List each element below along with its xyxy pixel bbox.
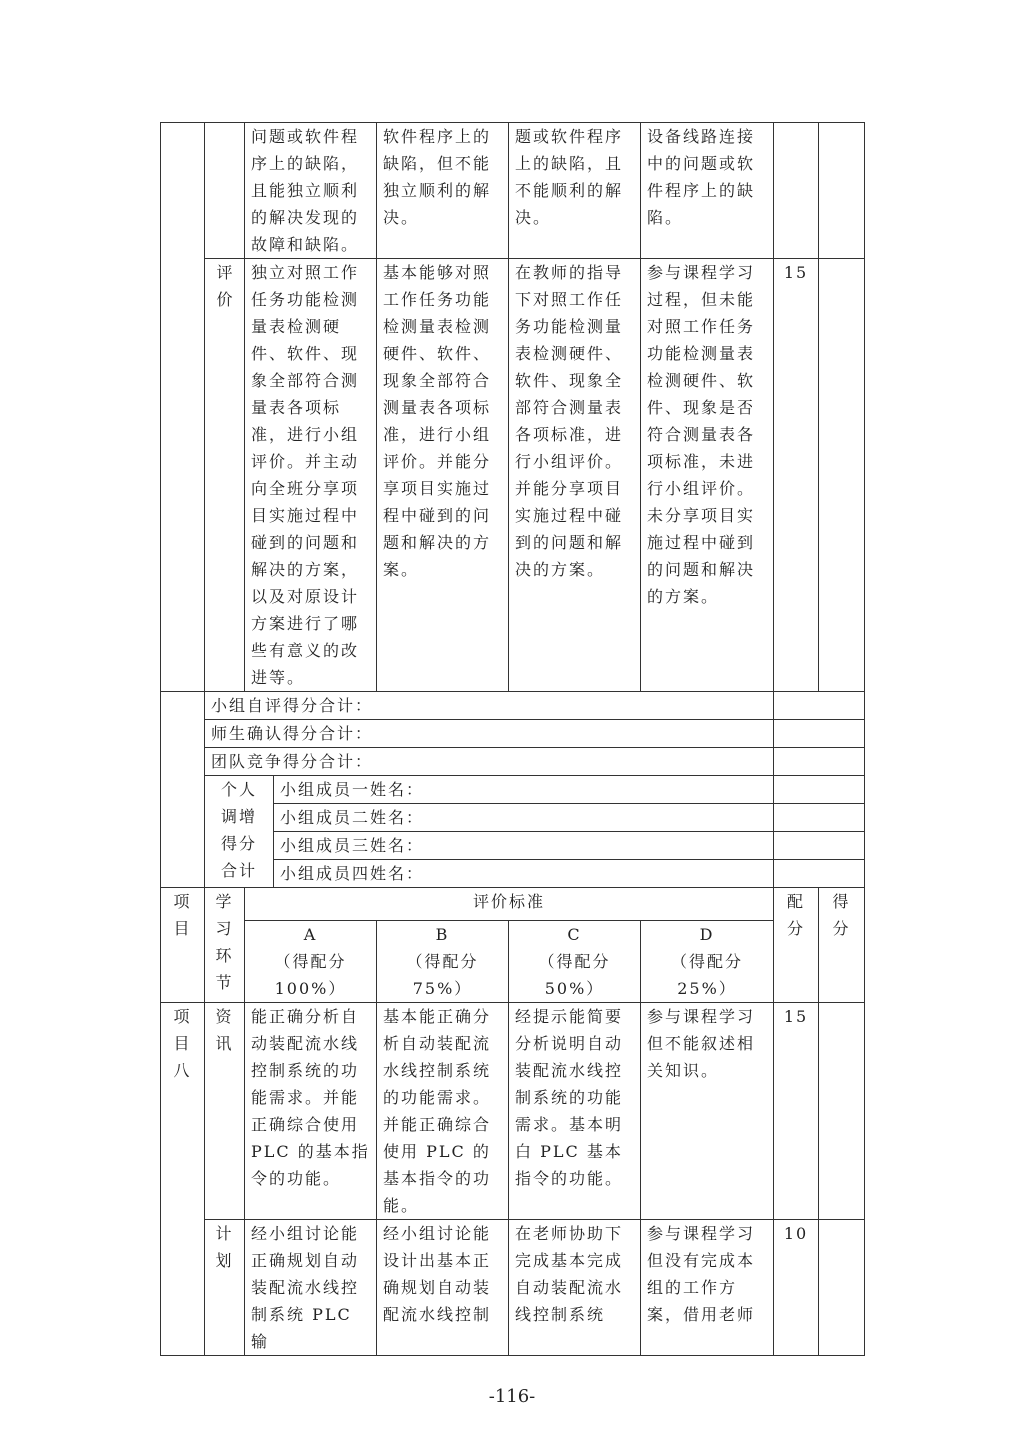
stage-plan: 计 划 (205, 1220, 245, 1356)
grade-letter: A (303, 925, 318, 944)
score-cell[interactable] (819, 1003, 865, 1220)
header-project: 项 目 (161, 888, 205, 1003)
team-total-value[interactable] (774, 748, 865, 776)
header-criteria: 评价标准 (245, 888, 774, 921)
member-score-value[interactable] (774, 832, 865, 860)
grade-percent: （得配分 100%） (274, 952, 347, 998)
grade-letter: B (435, 925, 450, 944)
grade-d-cell: 参与课程学习但不能叙述相关知识。 (641, 1003, 774, 1220)
grade-percent: （得配分 75%） (406, 952, 479, 998)
member-name-label: 小组成员三姓名： (274, 832, 774, 860)
grade-c-header (509, 921, 641, 1003)
grade-a-header (245, 921, 377, 1003)
grade-a-cell: 能正确分析自动装配流水线控制系统的功能需求。并能正确综合使用 PLC 的基本指令的功能。 (245, 1003, 377, 1220)
grade-letter: C (567, 925, 582, 944)
score-cell (819, 123, 865, 259)
evaluation-rubric-table (160, 122, 865, 1356)
grade-letter: D (699, 925, 715, 944)
grade-b-cell: 经小组讨论能设计出基本正确规划自动装配流水线控制 (377, 1220, 509, 1356)
grade-c-cell: 在教师的指导下对照工作任务功能检测量表检测硬件、软件、现象全部符合测量表各项标准，进行小组评价。并能分享项目实施过程中碰到的问题和解决的方案。 (509, 259, 641, 692)
member-name-label: 小组成员四姓名： (274, 860, 774, 888)
confirm-total-value[interactable] (774, 720, 865, 748)
grade-c-cell: 在老师协助下完成基本完成自动装配流水线控制系统 (509, 1220, 641, 1356)
plan-row (161, 1220, 865, 1356)
member-name-label: 小组成员一姓名： (274, 776, 774, 804)
team-total-row (161, 748, 865, 776)
grade-a-cell: 问题或软件程序上的缺陷，且能独立顺利的解决发现的故障和缺陷。 (245, 123, 377, 259)
confirm-total-row (161, 720, 865, 748)
member-score-value[interactable] (774, 804, 865, 832)
score-cell (819, 259, 865, 692)
member-row (161, 776, 865, 804)
grade-percent: （得配分 25%） (671, 952, 744, 998)
grade-d-header (641, 921, 774, 1003)
points-cell (774, 123, 819, 259)
member-score-value[interactable] (774, 860, 865, 888)
self-eval-total-label: 小组自评得分合计： (205, 692, 774, 720)
stage-label: 评价 (216, 263, 235, 309)
grade-a-cell: 独立对照工作任务功能检测量表检测硬件、软件、现象全部符合测量表各项标准，进行小组评价。并主动向全班分享项目实施过程中碰到的问题和解决的方案，以及对原设计方案进行了哪些有意义的改进等。 (245, 259, 377, 692)
team-total-label: 团队竞争得分合计： (205, 748, 774, 776)
grade-b-cell: 基本能够对照工作任务功能检测量表检测硬件、软件、现象全部符合测量表各项标准，进行小组评价。并能分享项目实施过程中碰到的问题和解决的方案。 (377, 259, 509, 692)
project-8-label: 项 目 八 (161, 1003, 205, 1356)
grade-header-row (161, 921, 865, 1003)
score-cell[interactable] (819, 1220, 865, 1356)
grade-b-header (377, 921, 509, 1003)
header-stage: 学 习 环 节 (205, 888, 245, 1003)
grade-b-cell: 软件程序上的缺陷，但不能独立顺利的解决。 (377, 123, 509, 259)
stage-info: 资 讯 (205, 1003, 245, 1220)
member-score-value[interactable] (774, 776, 865, 804)
header-row (161, 888, 865, 921)
grade-c-cell: 经提示能简要分析说明自动装配流水线控制系统的功能需求。基本明白 PLC 基本指令的功能。 (509, 1003, 641, 1220)
header-score: 得 分 (819, 888, 865, 1003)
project-cell-continued (161, 123, 205, 692)
troubleshoot-row (161, 123, 865, 259)
page-number: -116- (488, 1386, 536, 1407)
grade-d-cell: 参与课程学习但没有完成本组的工作方案，借用老师 (641, 1220, 774, 1356)
points-value: 10 (774, 1220, 819, 1356)
stage-cell-continued (205, 123, 245, 259)
confirm-total-label: 师生确认得分合计： (205, 720, 774, 748)
points-value: 15 (774, 1003, 819, 1220)
self-eval-total-value[interactable] (774, 692, 865, 720)
project-cell-continued (161, 692, 205, 888)
header-points: 配 分 (774, 888, 819, 1003)
grade-c-cell: 题或软件程序上的缺陷，且不能顺利的解决。 (509, 123, 641, 259)
info-row (161, 1003, 865, 1220)
personal-adjust-label: 个人 调增 得分 合计 (205, 776, 274, 888)
grade-d-cell: 参与课程学习过程，但未能对照工作任务功能检测量表检测硬件、软件、现象是否符合测量表各项标准，未进行小组评价。未分享项目实施过程中碰到的问题和解决的方案。 (641, 259, 774, 692)
grade-d-cell: 设备线路连接中的问题或软件程序上的缺陷。 (641, 123, 774, 259)
grade-a-cell: 经小组讨论能正确规划自动装配流水线控制系统 PLC 输 (245, 1220, 377, 1356)
points-value: 15 (774, 259, 819, 692)
self-eval-total-row (161, 692, 865, 720)
evaluate-row (161, 259, 865, 692)
grade-percent: （得配分 50%） (538, 952, 611, 998)
grade-b-cell: 基本能正确分析自动装配流水线控制系统的功能需求。并能正确综合使用 PLC 的基本指令的功能。 (377, 1003, 509, 1220)
stage-evaluate (205, 259, 245, 692)
member-name-label: 小组成员二姓名： (274, 804, 774, 832)
